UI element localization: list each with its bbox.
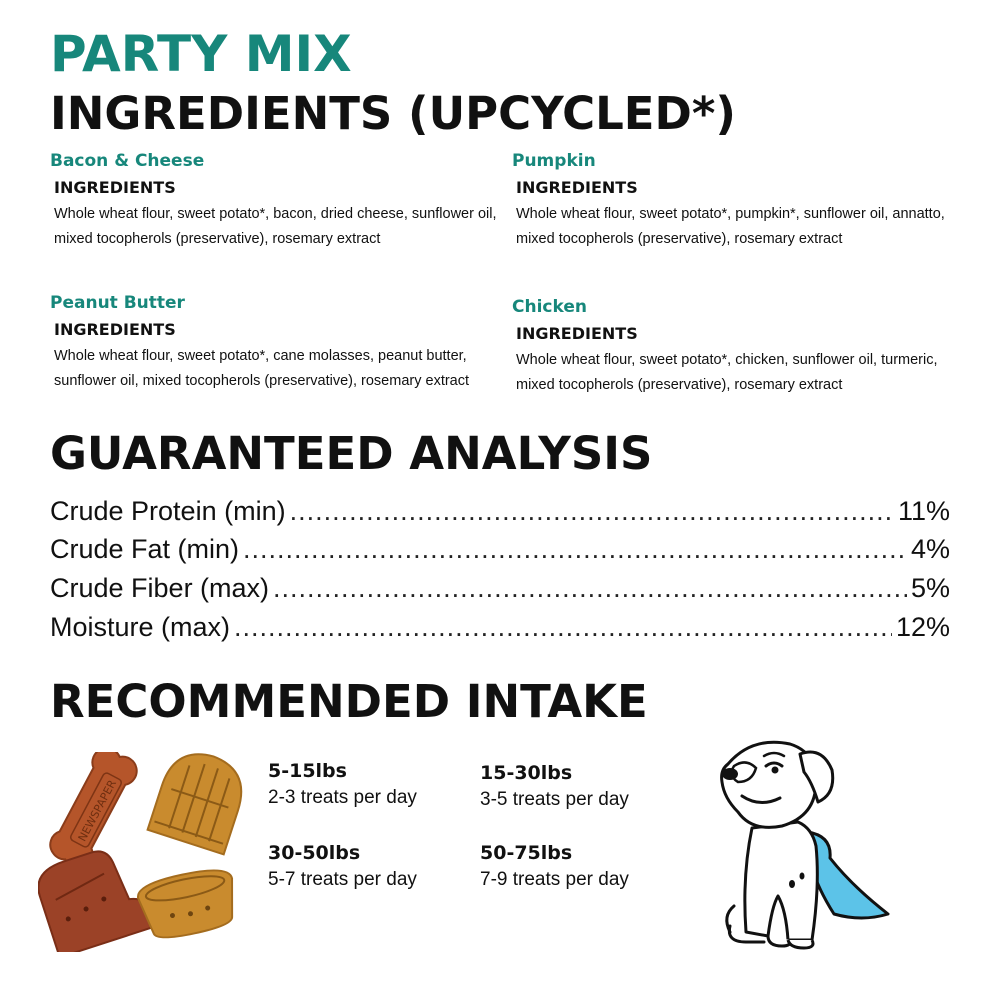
analysis-row-fiber bbox=[50, 573, 950, 613]
intake-treats: 7-9 treats per day bbox=[480, 869, 629, 890]
recipe-peanut-butter bbox=[50, 292, 500, 394]
dog-treats-illustration bbox=[38, 752, 248, 952]
dot-leader bbox=[273, 573, 907, 604]
ingredients-heading: INGREDIENTS (UPCYCLED*) bbox=[50, 87, 736, 140]
intake-weight: 5-15lbs bbox=[268, 760, 347, 782]
intake-15-30 bbox=[480, 760, 690, 814]
intake-weight: 30-50lbs bbox=[268, 842, 361, 864]
intake-weight: 50-75lbs bbox=[480, 842, 573, 864]
analysis-row-moisture bbox=[50, 612, 950, 652]
intake-treats: 2-3 treats per day bbox=[268, 787, 417, 808]
cape-shape bbox=[808, 832, 888, 918]
birdcage-treat bbox=[148, 752, 248, 854]
analysis-value: 11% bbox=[897, 496, 950, 526]
intake-30-50 bbox=[268, 840, 478, 894]
intake-heading: RECOMMENDED INTAKE bbox=[50, 675, 648, 728]
analysis-label: Crude Fiber (max) bbox=[50, 573, 270, 603]
dot-leader bbox=[243, 534, 907, 565]
recipe-ingredients-label: INGREDIENTS bbox=[54, 178, 176, 197]
dot-leader bbox=[234, 612, 892, 643]
bowl-treat bbox=[135, 865, 241, 944]
recipe-ingredients-label: INGREDIENTS bbox=[516, 178, 638, 197]
intake-weight: 15-30lbs bbox=[480, 762, 573, 784]
analysis-value: 5% bbox=[910, 573, 950, 603]
recipe-ingredients-label: INGREDIENTS bbox=[54, 320, 176, 339]
recipe-name: Peanut Butter bbox=[50, 293, 185, 313]
analysis-value: 4% bbox=[910, 534, 950, 564]
intake-50-75 bbox=[480, 840, 690, 894]
recipe-ingredients-text: Whole wheat flour, sweet potato*, pumpkin*, sunflower oil, annatto, mixed tocopherols (preservative), rosemary extract bbox=[516, 206, 945, 247]
recipe-ingredients-text: Whole wheat flour, sweet potato*, chicken, sunflower oil, turmeric, mixed tocopherols (preservative), rosemary extract bbox=[516, 352, 938, 393]
analysis-label: Crude Protein (min) bbox=[50, 496, 286, 526]
product-title: PARTY MIX bbox=[50, 25, 352, 83]
recipe-bacon-cheese bbox=[50, 150, 500, 252]
analysis-label: Crude Fat (min) bbox=[50, 534, 240, 564]
recipe-name: Pumpkin bbox=[512, 151, 596, 171]
treat-stamp-text: NEWSPAPER bbox=[75, 777, 119, 844]
analysis-row-fat bbox=[50, 534, 950, 574]
recipe-ingredients-label: INGREDIENTS bbox=[516, 324, 638, 343]
analysis-heading: GUARANTEED ANALYSIS bbox=[50, 427, 653, 480]
recipe-chicken bbox=[512, 296, 962, 398]
analysis-value: 12% bbox=[895, 612, 950, 642]
recipe-name: Chicken bbox=[512, 297, 587, 317]
analysis-row-protein bbox=[50, 496, 950, 536]
recipe-ingredients-text: Whole wheat flour, sweet potato*, cane molasses, peanut butter, sunflower oil, mixed tocopherols (preservative), rosemary extract bbox=[54, 348, 470, 389]
intake-5-15 bbox=[268, 758, 478, 812]
dot-leader bbox=[290, 496, 894, 527]
intake-treats: 3-5 treats per day bbox=[480, 789, 629, 810]
dog-mascot-illustration bbox=[712, 736, 912, 952]
recipe-pumpkin bbox=[512, 150, 962, 252]
intake-treats: 5-7 treats per day bbox=[268, 869, 417, 890]
recipe-name: Bacon & Cheese bbox=[50, 151, 205, 171]
analysis-label: Moisture (max) bbox=[50, 612, 231, 642]
recipe-ingredients-text: Whole wheat flour, sweet potato*, bacon, dried cheese, sunflower oil, mixed tocopherols (preservative), rosemary extract bbox=[54, 206, 497, 247]
